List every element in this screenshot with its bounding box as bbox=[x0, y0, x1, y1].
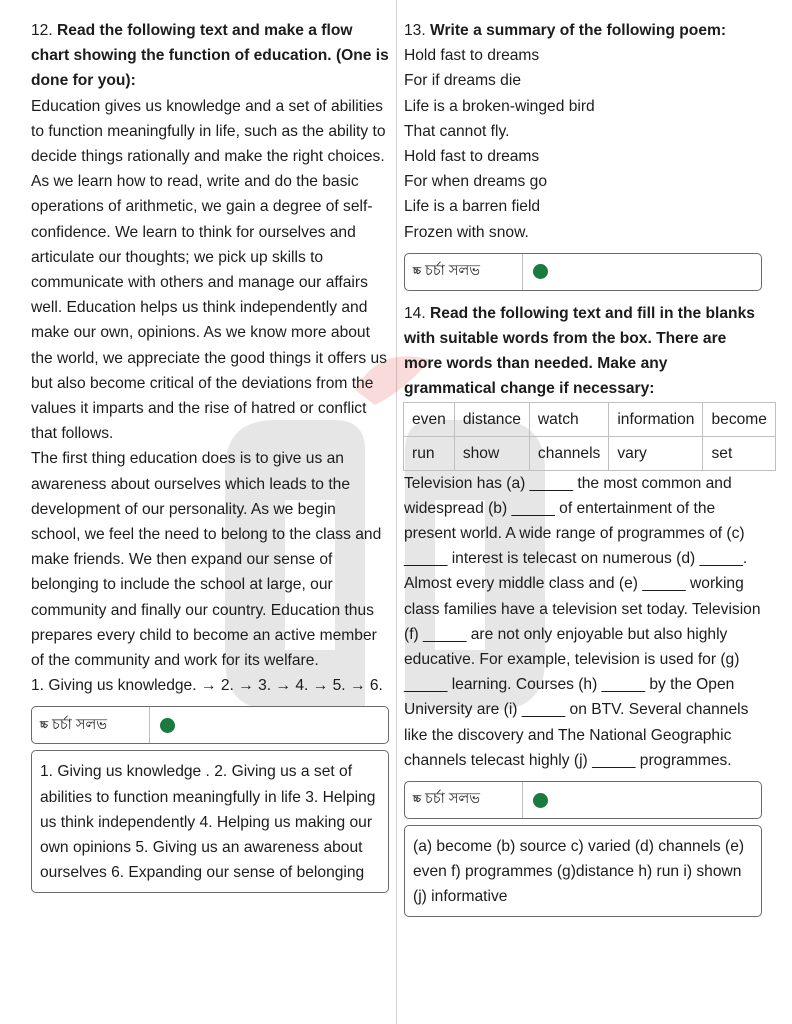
q14-passage: Television has (a) _____ the most common and widespread (b) _____ of entertainment of the present world. A wide range of programmes of (c) _____ interest is telecast on numerous (d) _____. Almost every middle class and (e) _____ working class families have a television set today. Television (f) _____ are not only enjoyable but also highly educative. For example, television is used for (g) _____ learning. Courses (h) _____ by the Open University are (i) _____ on BTV. Several channels like the discovery and The National Geographic channels telecast highly (j) _____ programmes. bbox=[404, 474, 761, 769]
green-dot-icon bbox=[533, 793, 548, 808]
q12-flow-sequence: 1. Giving us knowledge. → 2. → 3. → 4. → 5. → 6. bbox=[31, 677, 383, 695]
q14-heading bbox=[404, 301, 762, 402]
q12-paragraph-2: The first thing education does is to give us an awareness about ourselves which leads to the development of our personality. As we begin school, we feel the need to belong to the class and make friends. We then expand our sense of belonging to include the school at large, our community and finally our country. Education thus prepares every child to become an active member of the community and work for its welfare. bbox=[31, 450, 382, 670]
q13-number: 13. bbox=[404, 22, 426, 39]
poem-line: Hold fast to dreams bbox=[404, 148, 540, 166]
q13-heading bbox=[404, 18, 792, 43]
q12-heading-text: Read the following text and make a flow chart showing the function of education. (One is done for you): bbox=[31, 22, 389, 90]
green-dot-icon bbox=[533, 264, 548, 279]
word-cell: watch bbox=[529, 402, 608, 436]
q12-heading bbox=[31, 18, 389, 94]
word-box-row bbox=[404, 436, 776, 470]
poem-line: For when dreams go bbox=[404, 173, 548, 191]
q14-solution-label: চর্চা সলভ bbox=[425, 791, 481, 808]
poem-line: Frozen with snow. bbox=[404, 223, 529, 241]
word-cell: show bbox=[454, 436, 529, 470]
word-cell: distance bbox=[454, 402, 529, 436]
q13-solution-bar[interactable] bbox=[404, 253, 762, 291]
q12-solution-label: চর্চা সলভ bbox=[52, 716, 108, 733]
word-cell: vary bbox=[609, 436, 703, 470]
word-cell: become bbox=[703, 402, 775, 436]
word-cell: run bbox=[404, 436, 455, 470]
word-cell: channels bbox=[529, 436, 608, 470]
book-logo-icon: চ্চ bbox=[40, 719, 48, 731]
q14-heading-text: Read the following text and fill in the blanks with suitable words from the box. There are more words than needed. Make any grammatical change if necessary: bbox=[404, 304, 755, 398]
word-cell: even bbox=[404, 402, 455, 436]
poem-line: Hold fast to dreams bbox=[404, 47, 540, 65]
word-cell: information bbox=[609, 402, 703, 436]
q12-answer-text: 1. Giving us knowledge . 2. Giving us a set of abilities to function meaningfully in life 3. Helping us think independently 4. Helping us making our own opinions 5. Giving us an awareness about ourselves 6. Expanding our sense of belonging bbox=[40, 763, 376, 882]
q14-solution-bar[interactable] bbox=[404, 781, 762, 819]
book-logo-icon: চ্চ bbox=[413, 794, 421, 806]
q13-solution-tag bbox=[405, 254, 523, 290]
q14-number: 14. bbox=[404, 304, 426, 322]
q12-paragraph-1: Education gives us knowledge and a set of abilities to function meaningfully in life, such as the ability to decide things rationally and make the right choices. As we learn how to read, write and do the basic operations of arithmetic, we gain a degree of self-confidence. We learn to think for ourselves and articulate our thoughts; we pick up skills to communicate with others and manage our affairs well. Education helps us think independently and make our own, opinions. As we know more about the world, we appreciate the good things it offers us but also become critical of the deviations from the values it imparts and the rise of hatred or conflict that follows. bbox=[31, 97, 387, 443]
word-cell: set bbox=[703, 436, 775, 470]
q14-answer-box bbox=[404, 825, 762, 917]
word-box-row bbox=[404, 402, 776, 436]
right-column bbox=[404, 18, 792, 917]
q13-solution-label: চর্চা সলভ bbox=[425, 263, 481, 280]
q12-answer-box bbox=[31, 750, 389, 892]
poem-line: For if dreams die bbox=[404, 72, 521, 90]
q12-solution-bar[interactable] bbox=[31, 706, 389, 744]
q12-solution-tag bbox=[32, 707, 150, 743]
book-logo-icon: চ্চ bbox=[413, 266, 421, 278]
poem-line: Life is a barren field bbox=[404, 198, 541, 216]
q13-poem bbox=[404, 43, 792, 245]
q13-heading-text: Write a summary of the following poem: bbox=[430, 22, 727, 39]
column-divider bbox=[396, 0, 397, 1024]
q14-solution-tag bbox=[405, 782, 523, 818]
q14-answer-text: (a) become (b) source c) varied (d) channels (e) even f) programmes (g)distance h) run i) shown (j) informative bbox=[413, 838, 745, 906]
word-box-table bbox=[403, 402, 776, 471]
green-dot-icon bbox=[160, 718, 175, 733]
poem-line: Life is a broken-winged bird bbox=[404, 97, 595, 115]
q12-number: 12. bbox=[31, 22, 53, 39]
poem-line: That cannot fly. bbox=[404, 122, 510, 140]
left-column bbox=[31, 18, 389, 893]
